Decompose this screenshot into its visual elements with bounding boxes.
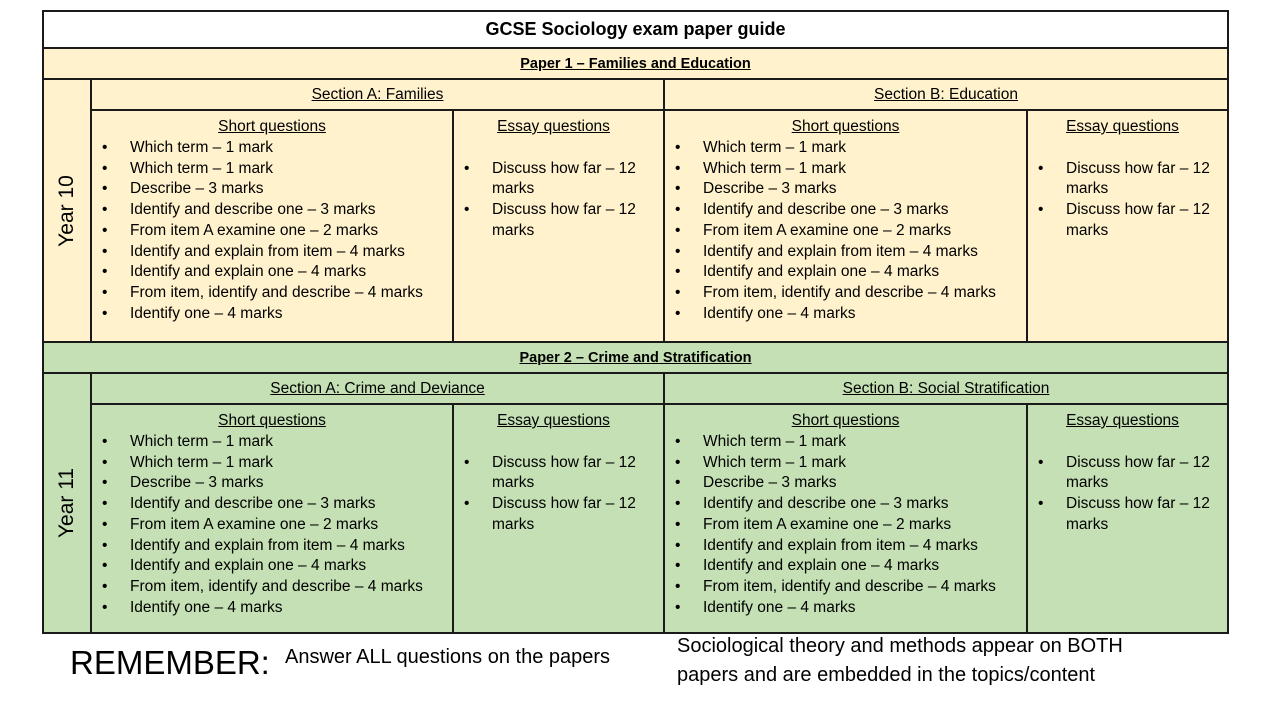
- essay-questions-heading: Essay questions: [497, 412, 610, 429]
- question-item: • Describe – 3 marks: [92, 473, 452, 494]
- title-text: GCSE Sociology exam paper guide: [485, 19, 786, 39]
- question-item: • Identify and describe one – 3 marks: [665, 494, 1026, 515]
- question-item: • Discuss how far – 12 marks: [454, 159, 653, 200]
- short-questions-list: [92, 138, 452, 324]
- question-item: • Describe – 3 marks: [92, 179, 452, 200]
- section-title: Section A: Families: [311, 85, 444, 103]
- essay-questions-list: [1028, 159, 1217, 242]
- theory-note-line2: papers and are embedded in the topics/content: [677, 664, 1096, 686]
- section-title: Section B: Social Stratification: [842, 379, 1050, 397]
- section-header: [663, 78, 1229, 111]
- remember-label: REMEMBER:: [70, 644, 270, 681]
- section-header: [90, 78, 665, 111]
- essay-questions-cell: [1026, 403, 1229, 634]
- theory-note-line1: Sociological theory and methods appear on BOTH: [677, 635, 1123, 657]
- question-item: • Identify and explain from item – 4 marks: [665, 242, 1026, 263]
- short-questions-heading: Short questions: [791, 412, 900, 429]
- short-questions-heading: Short questions: [791, 118, 900, 135]
- question-item: • Identify and explain one – 4 marks: [92, 262, 452, 283]
- essay-questions-cell: [1026, 109, 1229, 343]
- question-item: • Identify one – 4 marks: [665, 304, 1026, 325]
- short-questions-list: [665, 432, 1026, 618]
- short-questions-cell: [663, 403, 1028, 634]
- question-item: • From item, identify and describe – 4 marks: [665, 577, 1026, 598]
- essay-questions-list: [1028, 453, 1217, 536]
- question-item: • From item, identify and describe – 4 marks: [92, 283, 452, 304]
- paper-header: [42, 47, 1229, 80]
- question-item: • Which term – 1 mark: [665, 138, 1026, 159]
- short-questions-list: [665, 138, 1026, 324]
- question-item: • Identify and explain from item – 4 marks: [92, 242, 452, 263]
- question-item: • Which term – 1 mark: [92, 159, 452, 180]
- short-questions-heading: Short questions: [218, 412, 326, 429]
- question-item: • Discuss how far – 12 marks: [1028, 200, 1217, 241]
- question-item: • Which term – 1 mark: [665, 159, 1026, 180]
- question-item: • From item, identify and describe – 4 marks: [665, 283, 1026, 304]
- question-item: • Discuss how far – 12 marks: [454, 453, 653, 494]
- question-item: • Which term – 1 mark: [665, 453, 1026, 474]
- question-item: • Discuss how far – 12 marks: [454, 200, 653, 241]
- section-header: [663, 372, 1229, 405]
- short-questions-cell: [663, 109, 1028, 343]
- paper-header: [42, 341, 1229, 374]
- question-item: • Discuss how far – 12 marks: [1028, 453, 1217, 494]
- question-item: • Identify one – 4 marks: [92, 304, 452, 325]
- question-item: • Which term – 1 mark: [665, 432, 1026, 453]
- question-item: • Which term – 1 mark: [92, 453, 452, 474]
- section-header: [90, 372, 665, 405]
- essay-questions-cell: [452, 403, 665, 634]
- question-item: • Describe – 3 marks: [665, 179, 1026, 200]
- essay-questions-list: [454, 159, 653, 242]
- year-label-cell: [42, 372, 92, 634]
- essay-questions-heading: Essay questions: [1066, 118, 1179, 135]
- section-title: Section B: Education: [874, 85, 1018, 103]
- question-item: • From item A examine one – 2 marks: [92, 221, 452, 242]
- question-item: • From item A examine one – 2 marks: [92, 515, 452, 536]
- essay-questions-heading: Essay questions: [1066, 412, 1179, 429]
- short-questions-heading: Short questions: [218, 118, 326, 135]
- question-item: • Identify and explain one – 4 marks: [665, 556, 1026, 577]
- paper-title: Paper 2 – Crime and Stratification: [519, 349, 752, 366]
- question-item: • Identify one – 4 marks: [665, 598, 1026, 619]
- answer-all-note: Answer ALL questions on the papers: [285, 646, 611, 668]
- year-label: Year 10: [55, 174, 78, 247]
- essay-questions-heading: Essay questions: [497, 118, 610, 135]
- short-questions-list: [92, 432, 452, 618]
- short-questions-cell: [90, 403, 454, 634]
- question-item: • Identify and explain from item – 4 marks: [92, 536, 452, 557]
- question-item: • From item A examine one – 2 marks: [665, 515, 1026, 536]
- question-item: • From item, identify and describe – 4 marks: [92, 577, 452, 598]
- question-item: • Describe – 3 marks: [665, 473, 1026, 494]
- question-item: • Identify and explain one – 4 marks: [665, 262, 1026, 283]
- question-item: • Identify and explain from item – 4 marks: [665, 536, 1026, 557]
- question-item: • Identify one – 4 marks: [92, 598, 452, 619]
- short-questions-cell: [90, 109, 454, 343]
- section-title: Section A: Crime and Deviance: [270, 379, 485, 397]
- question-item: • Discuss how far – 12 marks: [1028, 494, 1217, 535]
- question-item: • Identify and describe one – 3 marks: [92, 200, 452, 221]
- paper-title: Paper 1 – Families and Education: [520, 55, 751, 72]
- question-item: • Identify and describe one – 3 marks: [665, 200, 1026, 221]
- year-label: Year 11: [55, 467, 79, 539]
- page-title: [42, 10, 1229, 49]
- essay-questions-list: [454, 453, 653, 536]
- question-item: • Identify and explain one – 4 marks: [92, 556, 452, 577]
- question-item: • Which term – 1 mark: [92, 138, 452, 159]
- essay-questions-cell: [452, 109, 665, 343]
- question-item: • Which term – 1 mark: [92, 432, 452, 453]
- question-item: • From item A examine one – 2 marks: [665, 221, 1026, 242]
- year-label-cell: [42, 78, 92, 343]
- question-item: • Discuss how far – 12 marks: [454, 494, 653, 535]
- question-item: • Identify and describe one – 3 marks: [92, 494, 452, 515]
- question-item: • Discuss how far – 12 marks: [1028, 159, 1217, 200]
